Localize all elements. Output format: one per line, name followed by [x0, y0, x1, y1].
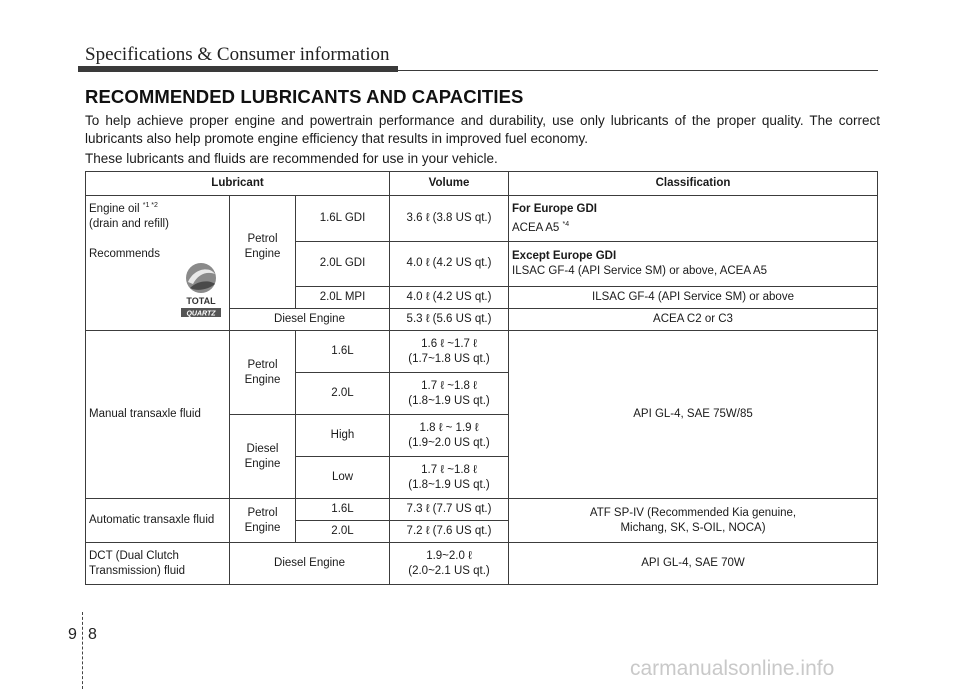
volume-cell: 4.0 ℓ (4.2 US qt.): [390, 242, 509, 286]
atf-class-line2: Michang, SK, S-OIL, NOCA): [620, 521, 766, 534]
engine-cell: High: [296, 415, 390, 457]
footnote-marker: *4: [562, 220, 570, 228]
volume-qt: (1.7~1.8 US qt.): [408, 352, 490, 365]
engine-cell: 1.6L: [296, 331, 390, 373]
engine-oil-label: Engine oil: [89, 202, 140, 215]
volume-cell: 5.3 ℓ (5.6 US qt.): [390, 308, 509, 330]
except-europe-heading: Except Europe GDI: [512, 249, 617, 262]
dct-label: DCT (Dual Clutch Transmission) fluid: [86, 543, 230, 585]
page-number-right: 8: [88, 626, 97, 643]
classification-cell: [509, 499, 878, 543]
classification-cell: API GL-4, SAE 70W: [509, 543, 878, 585]
engine-cell: 2.0L MPI: [296, 286, 390, 308]
classification-cell: ILSAC GF-4 (API Service SM) or above: [509, 286, 878, 308]
footnote-marker: *1 *2: [142, 202, 158, 209]
volume-cell: [390, 373, 509, 415]
volume-litres: 1.7 ℓ ~1.8 ℓ: [421, 379, 477, 392]
page-number-left: 9: [68, 626, 77, 643]
recommends-label: Recommends: [89, 247, 160, 260]
volume-qt: (2.0~2.1 US qt.): [408, 564, 490, 577]
volume-cell: [390, 415, 509, 457]
diesel-engine-cell: Diesel Engine: [230, 543, 390, 585]
volume-litres: 1.8 ℓ ~ 1.9 ℓ: [419, 421, 479, 434]
engine-cell: 2.0L: [296, 373, 390, 415]
engine-cell: 1.6L: [296, 499, 390, 521]
lubricants-table: [85, 171, 878, 585]
engine-cell: 2.0L GDI: [296, 242, 390, 286]
volume-cell: 7.3 ℓ (7.7 US qt.): [390, 499, 509, 521]
table-row: [86, 543, 878, 585]
volume-qt: (1.9~2.0 US qt.): [408, 436, 490, 449]
petrol-engine-cell: Petrol Engine: [230, 331, 296, 415]
classification-cell: API GL-4, SAE 75W/85: [509, 331, 878, 499]
europe-gdi-class-cell: [509, 196, 878, 242]
watermark-text: carmanualsonline.info: [630, 657, 835, 680]
engine-cell: 2.0L: [296, 521, 390, 543]
table-row: [86, 499, 878, 521]
except-europe-class-cell: [509, 242, 878, 286]
europe-gdi-heading: For Europe GDI: [512, 202, 597, 215]
volume-cell: [390, 331, 509, 373]
intro-paragraph: To help achieve proper engine and powertrain performance and durability, use only lubricants of the proper quality. The correct lubricants also help promote engine efficiency that results in improved fuel economy.: [85, 113, 880, 146]
logo-sub-text: QUARTZ: [186, 310, 216, 318]
volume-cell: 4.0 ℓ (4.2 US qt.): [390, 286, 509, 308]
footer-divider: [82, 612, 83, 689]
header-rule: [398, 70, 878, 71]
page-header-title: Specifications & Consumer information: [85, 44, 390, 65]
europe-gdi-value: ACEA A5: [512, 221, 560, 234]
table-header-row: [86, 172, 878, 196]
header-lubricant: Lubricant: [86, 172, 390, 196]
engine-cell: 1.6L GDI: [296, 196, 390, 242]
table-row: [86, 196, 878, 242]
engine-oil-sub: (drain and refill): [89, 217, 169, 230]
petrol-engine-cell: Petrol Engine: [230, 499, 296, 543]
engine-cell: Low: [296, 457, 390, 499]
volume-litres: 1.6 ℓ ~1.7 ℓ: [421, 337, 477, 350]
volume-litres: 1.9~2.0 ℓ: [426, 549, 472, 562]
table-row: [86, 331, 878, 373]
header-classification: Classification: [509, 172, 878, 196]
volume-qt: (1.8~1.9 US qt.): [408, 478, 490, 491]
classification-cell: ACEA C2 or C3: [509, 308, 878, 330]
intro-paragraph-2: These lubricants and fluids are recommended for use in your vehicle.: [85, 151, 498, 166]
diesel-engine-cell: Diesel Engine: [230, 415, 296, 499]
manual-transaxle-label: Manual transaxle fluid: [86, 331, 230, 499]
diesel-engine-cell: Diesel Engine: [230, 308, 390, 330]
volume-cell: [390, 543, 509, 585]
volume-cell: 7.2 ℓ (7.6 US qt.): [390, 521, 509, 543]
petrol-engine-cell: Petrol Engine: [230, 196, 296, 309]
logo-brand-text: TOTAL: [186, 296, 216, 306]
header-bar: [78, 66, 398, 72]
volume-cell: [390, 457, 509, 499]
volume-cell: 3.6 ℓ (3.8 US qt.): [390, 196, 509, 242]
automatic-transaxle-label: Automatic transaxle fluid: [86, 499, 230, 543]
section-title: RECOMMENDED LUBRICANTS AND CAPACITIES: [85, 86, 524, 107]
total-quartz-logo: [176, 262, 226, 320]
except-europe-value: ILSAC GF-4 (API Service SM) or above, ACEA A5: [512, 264, 768, 277]
header-volume: Volume: [390, 172, 509, 196]
atf-class-line1: ATF SP-IV (Recommended Kia genuine,: [589, 506, 797, 519]
volume-litres: 1.7 ℓ ~1.8 ℓ: [421, 463, 477, 476]
volume-qt: (1.8~1.9 US qt.): [408, 394, 490, 407]
